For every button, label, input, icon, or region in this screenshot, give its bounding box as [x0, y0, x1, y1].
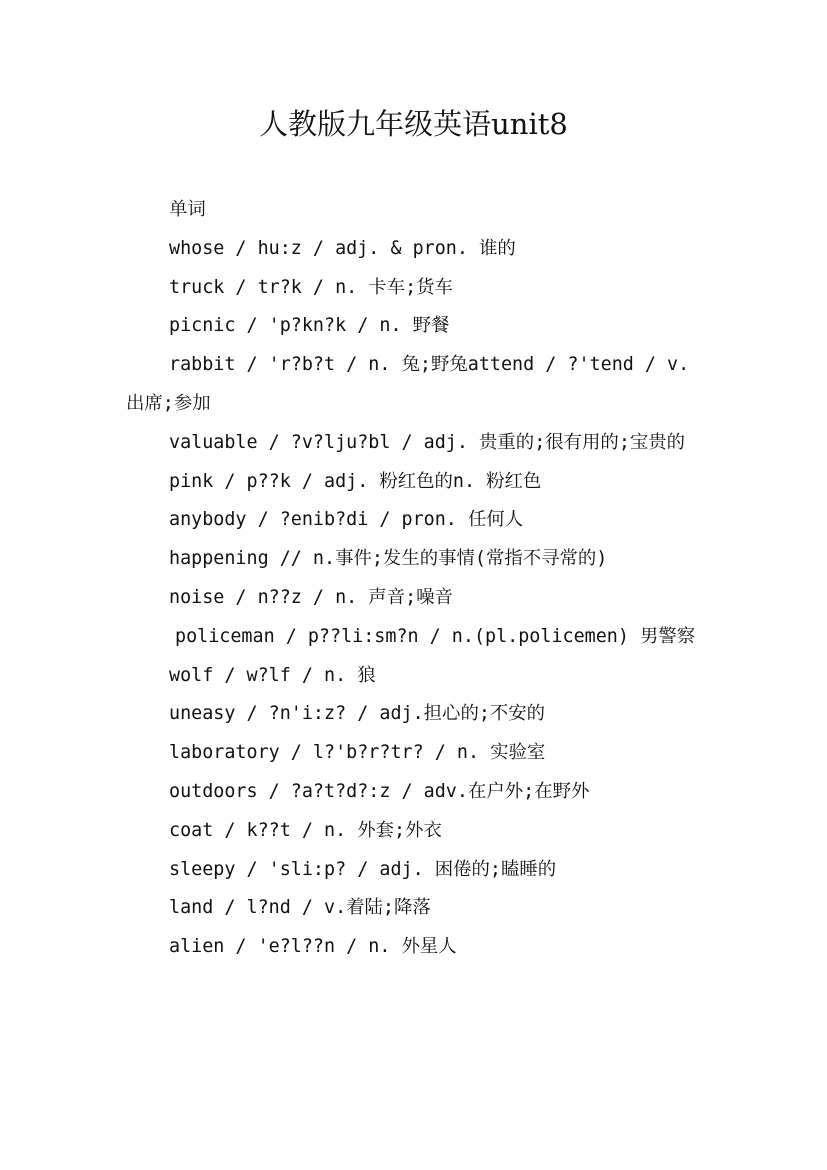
vocab-entry-happening: happening // n.事件;发生的事情(常指不寻常的) — [169, 548, 608, 570]
vocab-entry-wolf: wolf / w?lf / n. 狼 — [169, 664, 376, 686]
vocab-entry-sleepy: sleepy / 'sli:p? / adj. 困倦的;瞌睡的 — [169, 858, 557, 880]
vocab-entry-noise: noise / n??z / n. 声音;噪音 — [169, 586, 453, 608]
vocab-entry-policeman: policeman / p??li:sm?n / n.(pl.policemen) 男警察 — [175, 625, 696, 647]
section-heading: 单词 — [169, 199, 206, 220]
vocab-entry-land: land / l?nd / v.着陆;降落 — [169, 897, 431, 919]
vocab-entry-coat: coat / k??t / n. 外套;外衣 — [169, 819, 442, 841]
vocab-entry-alien: alien / 'e?l??n / n. 外星人 — [169, 936, 457, 958]
vocab-entry-uneasy: uneasy / ?n'i:z? / adj.担心的;不安的 — [169, 703, 546, 725]
vocab-entry-pink: pink / p??k / adj. 粉红色的n. 粉红色 — [169, 470, 542, 492]
vocab-entry-outdoors: outdoors / ?a?t?d?:z / adv.在户外;在野外 — [169, 780, 590, 802]
vocab-entry-laboratory: laboratory / l?'b?r?tr? / n. 实验室 — [169, 742, 546, 764]
vocab-entry-whose: whose / hu:z / adj. & pron. 谁的 — [169, 237, 516, 259]
vocab-entry-rabbit-attend: rabbit / 'r?b?t / n. 兔;野兔attend / ?'tend / v. 出席;参加 — [126, 354, 690, 414]
vocab-entry-truck: truck / tr?k / n. 卡车;货车 — [169, 276, 453, 298]
vocab-entry-picnic: picnic / 'p?kn?k / n. 野餐 — [169, 315, 450, 337]
vocabulary-list — [126, 191, 710, 967]
vocab-entry-anybody: anybody / ?enib?di / pron. 任何人 — [169, 509, 524, 531]
vocab-entry-valuable: valuable / ?v?lju?bl / adj. 贵重的;很有用的;宝贵的 — [169, 431, 686, 453]
document-title: 人教版九年级英语unit8 — [259, 107, 568, 141]
